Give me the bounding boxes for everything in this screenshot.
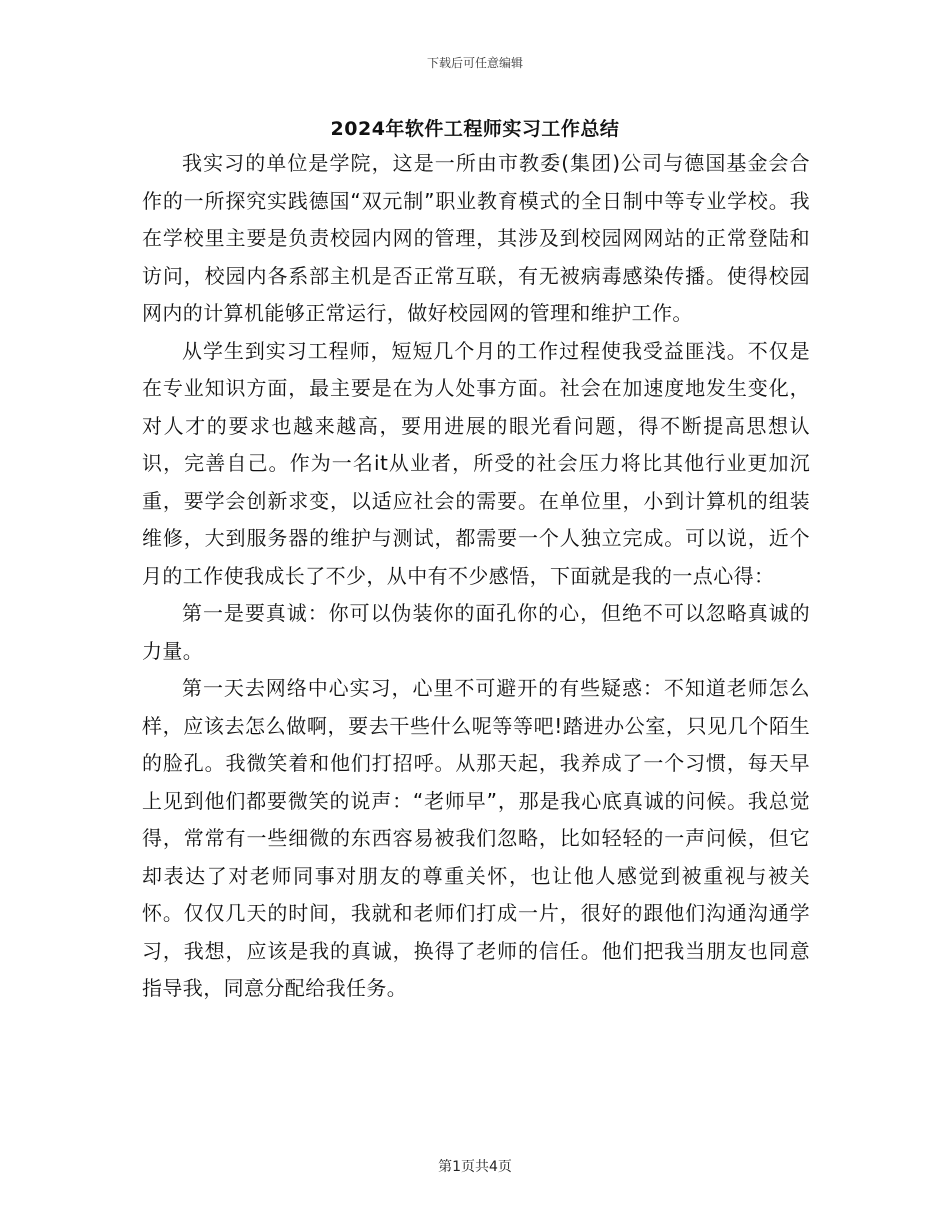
paragraph: 第一天去网络中心实习，心里不可避开的有些疑惑：不知道老师怎么样，应该去怎么做啊，要去干些什么呢等等吧!踏进办公室，只见几个陌生的脸孔。我微笑着和他们打招呼。从那天起，我养成了一个习惯，每天早上见到他们都要微笑的说声：“老师早”，那是我心底真诚的问候。我总觉得，常常有一些细微的东西容易被我们忽略，比如轻轻的一声问候，但它却表达了对老师同事对朋友的尊重关怀，也让他人感觉到被重视与被关怀。仅仅几天的时间，我就和老师们打成一片，很好的跟他们沟通沟通学习，我想，应该是我的真诚，换得了老师的信任。他们把我当朋友也同意指导我，同意分配给我任务。 [142, 676, 810, 1000]
paragraph: 第一是要真诚：你可以伪装你的面孔你的心，但绝不可以忽略真诚的力量。 [142, 601, 810, 663]
document-title: 2024年软件工程师实习工作总结 [330, 118, 620, 140]
document-body [142, 145, 810, 1008]
page-footer: 第1页共4页 [438, 1159, 512, 1175]
paragraph: 从学生到实习工程师，短短几个月的工作过程使我受益匪浅。不仅是在专业知识方面，最主要是在为人处事方面。社会在加速度地发生变化，对人才的要求也越来越高，要用进展的眼光看问题，得不断提高思想认识，完善自己。作为一名it从业者，所受的社会压力将比其他行业更加沉重，要学会创新求变，以适应社会的需要。在单位里，小到计算机的组装维修，大到服务器的维护与测试，都需要一个人独立完成。可以说，近个月的工作使我成长了不少，从中有不少感悟，下面就是我的一点心得： [142, 338, 810, 588]
paragraph: 我实习的单位是学院，这是一所由市教委(集团)公司与德国基金会合作的一所探究实践德国“双元制”职业教育模式的全日制中等专业学校。我在学校里主要是负责校园内网的管理，其涉及到校园网网站的正常登陆和访问，校园内各系部主机是否正常互联，有无被病毒感染传播。使得校园网内的计算机能够正常运行，做好校园网的管理和维护工作。 [142, 151, 810, 325]
page-header: 下载后可任意编辑 [426, 56, 523, 70]
